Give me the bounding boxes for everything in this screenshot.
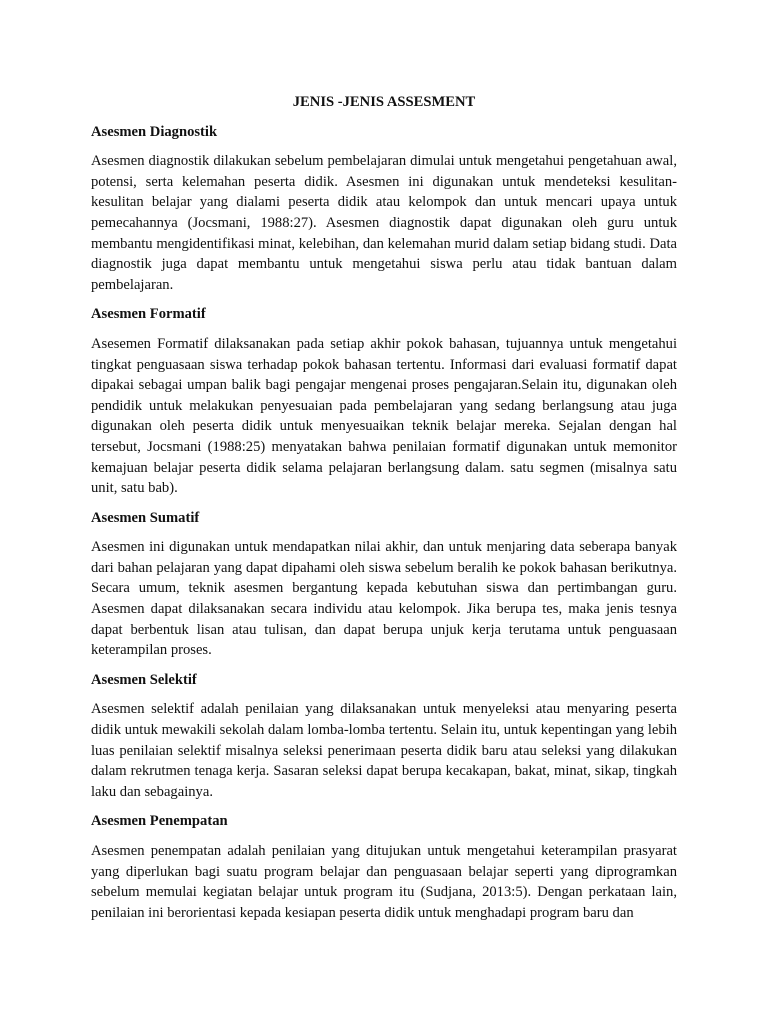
document-content: [91, 92, 677, 932]
section-heading: Asesmen Selektif: [91, 671, 197, 688]
section-diagnostik: [91, 122, 677, 296]
section-heading: Asesmen Diagnostik: [91, 123, 218, 140]
section-paragraph: Asesmen ini digunakan untuk mendapatkan nilai akhir, dan untuk menjaring data seberapa banyak dari bahan pelajaran yang dapat dipahami oleh siswa sebelum beralih ke pokok bahasan berikutnya. Secara umum, teknik asesmen bergantung kepada kebutuhan siswa dan pertimbangan guru. Asesmen dapat dilaksanakan secara individu atau kelompok. Jika berupa tes, maka jenis tesnya dapat berbentuk lisan atau tulisan, dan dapat berupa unjuk kerja terutama untuk penguasaan keterampilan proses.: [91, 539, 677, 659]
section-penempatan: [91, 811, 677, 923]
section-selektif: [91, 670, 677, 803]
section-paragraph: Asesmen diagnostik dilakukan sebelum pembelajaran dimulai untuk mengetahui pengetahuan awal, potensi, serta kelemahan peserta didik. Asesmen ini digunakan untuk mendeteksi kesulitan-kesulitan belajar yang dialami peserta didik atau kelompok dan untuk mencari upaya untuk pemecahannya (Jocsmani, 1988:27). Asesmen diagnostik dapat digunakan oleh guru untuk membantu mengidentifikasi minat, kelebihan, dan kelemahan murid dalam setiap bidang studi. Data diagnostik juga dapat membantu untuk mengetahui siswa perlu atau tidak bantuan dalam pembelajaran.: [91, 153, 677, 293]
section-heading: Asesmen Sumatif: [91, 509, 200, 526]
section-paragraph: Asesmen selektif adalah penilaian yang dilaksanakan untuk menyeleksi atau menyaring peserta didik untuk mewakili sekolah dalam lomba-lomba tertentu. Selain itu, untuk kepentingan yang lebih luas penilaian selektif misalnya seleksi penerimaan peserta didik baru atau seleksi yang dilakukan dalam rekrutmen tenaga kerja. Sasaran seleksi dapat berupa kecakapan, bakat, minat, sikap, tingkah laku dan sebagainya.: [91, 701, 677, 800]
section-heading: Asesmen Formatif: [91, 306, 206, 323]
section-paragraph: Asesemen Formatif dilaksanakan pada setiap akhir pokok bahasan, tujuannya untuk mengetahui tingkat penguasaan siswa terhadap pokok bahasan tertentu. Informasi dari evaluasi formatif dapat dipakai sebagai umpan balik bagi pengajar mengenai proses pengajaran.Selain itu, digunakan oleh pendidik untuk melakukan penyesuaian pada pembelajaran yang sedang berlangsung atau juga digunakan oleh peserta didik untuk menyesuaikan teknik belajar mereka. Sejalan dengan hal tersebut, Jocsmani (1988:25) menyatakan bahwa penilaian formatif digunakan untuk memonitor kemajuan belajar peserta didik selama pelajaran berlangsung dalam. satu segmen (misalnya satu unit, satu bab).: [91, 335, 677, 497]
section-sumatif: [91, 508, 677, 661]
section-heading: Asesmen Penempatan: [91, 813, 228, 830]
document-title: JENIS -JENIS ASSESMENT: [292, 94, 476, 110]
section-formatif: [91, 304, 677, 498]
section-paragraph: Asesmen penempatan adalah penilaian yang ditujukan untuk mengetahui keterampilan prasyarat yang diperlukan bagi suatu program belajar dan penguasaan belajar seperti yang diprogramkan sebelum memulai kegiatan belajar untuk program itu (Sudjana, 2013:5). Dengan perkataan lain, penilaian ini berorientasi kepada kesiapan peserta didik untuk menghadapi program baru dan: [91, 843, 677, 921]
